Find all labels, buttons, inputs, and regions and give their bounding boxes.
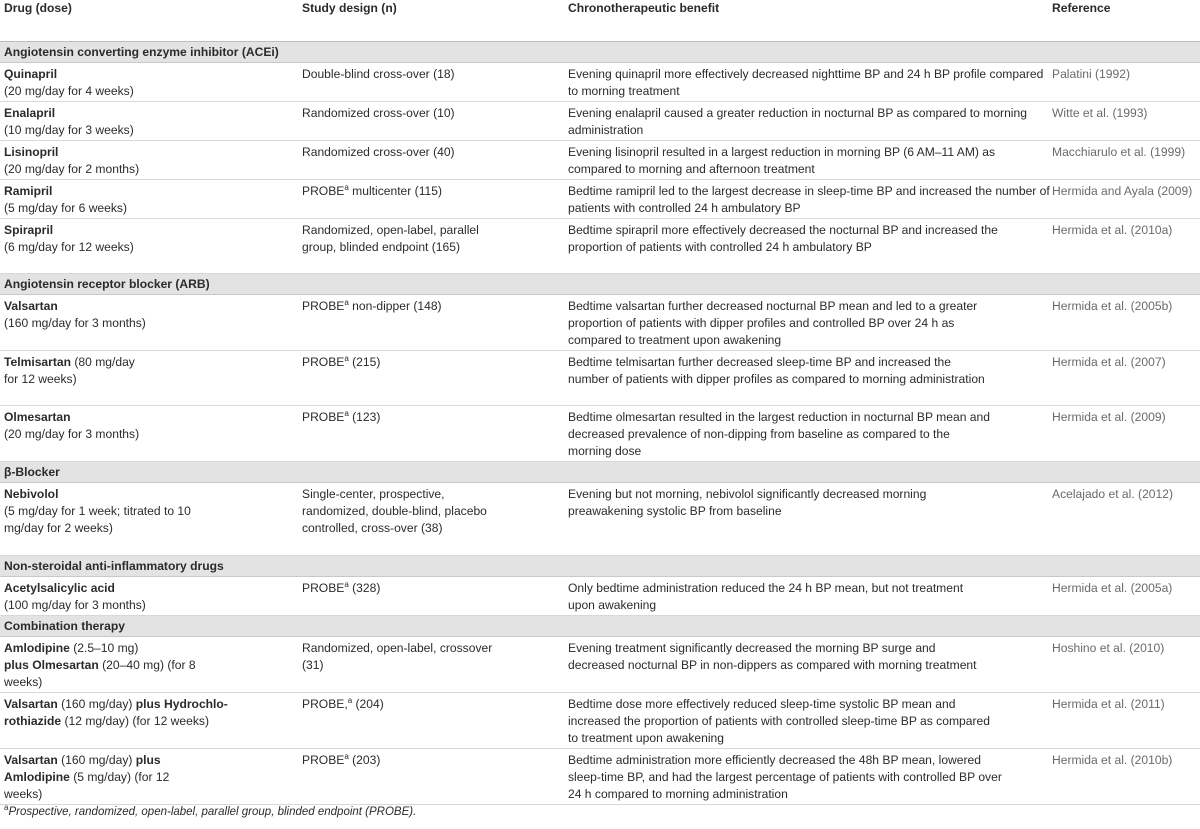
table-footnote (4, 803, 417, 818)
design-cell (302, 179, 568, 218)
footnote-marker: a (344, 182, 349, 192)
reference-cell: Witte et al. (1993) (1052, 101, 1200, 140)
drug-cell (0, 62, 302, 101)
benefit-cell: Bedtime administration more efficiently decreased the 48h BP mean, lowered sleep-time BP, and had the largest percentage of patients with controlled BP over 24 h compared to morning administration (568, 748, 1052, 804)
benefit-cell: Bedtime valsartan further decreased nocturnal BP mean and led to a greater proportion of patients with dipper profiles and controlled BP over 24 h as compared to treatment upon awakening (568, 294, 1052, 350)
table-row (0, 482, 1200, 555)
reference-cell: Hermida et al. (2010b) (1052, 748, 1200, 804)
table-row (0, 576, 1200, 615)
section-row (0, 555, 1200, 576)
header-reference: Reference (1052, 0, 1200, 41)
footnote-marker: a (344, 297, 349, 307)
table-row (0, 294, 1200, 350)
footnote-text: Prospective, randomized, open-label, parallel group, blinded endpoint (PROBE). (8, 806, 417, 818)
reference-cell: Hermida et al. (2011) (1052, 692, 1200, 748)
drug-name: Telmisartan (4, 354, 71, 369)
design-text: (328) (348, 580, 381, 595)
drug-dose: (160 mg/day) (57, 696, 136, 711)
drug-dose: (160 mg/day for 3 months) (4, 315, 146, 330)
reference-cell: Palatini (1992) (1052, 62, 1200, 101)
footnote-marker: a (344, 579, 349, 589)
drug-dose: (20 mg/day for 3 months) (4, 426, 140, 441)
drug-dose: (6 mg/day for 12 weeks) (4, 239, 134, 254)
benefit-cell: Bedtime spirapril more effectively decreased the nocturnal BP and increased the proportion of patients with controlled 24 h ambulatory BP (568, 218, 1052, 273)
drug-dose: (12 mg/day) (for 12 weeks) (61, 713, 209, 728)
design-text: PROBE (302, 354, 345, 369)
drug-cell (0, 576, 302, 615)
drug-name: Spirapril (4, 222, 54, 237)
drug-cell (0, 636, 302, 692)
design-text: PROBE (302, 752, 345, 767)
reference-cell: Hoshino et al. (2010) (1052, 636, 1200, 692)
section-title: Combination therapy (0, 615, 1200, 636)
drug-name: Olmesartan (4, 409, 71, 424)
drug-cell (0, 748, 302, 804)
drug-name: plus Hydrochlo-rothiazide (4, 696, 228, 728)
reference-cell: Hermida et al. (2007) (1052, 350, 1200, 405)
table-row (0, 101, 1200, 140)
footnote-marker: a (4, 803, 9, 813)
drug-dose: (5 mg/day for 1 week; titrated to 10 mg/day for 2 weeks) (4, 503, 191, 535)
table-row (0, 748, 1200, 804)
drug-dose: (160 mg/day) (57, 752, 136, 767)
design-text: (215) (348, 354, 381, 369)
drug-dose: (5 mg/day for 6 weeks) (4, 200, 127, 215)
section-title: Angiotensin receptor blocker (ARB) (0, 273, 1200, 294)
design-cell (302, 692, 568, 748)
benefit-cell: Evening enalapril caused a greater reduction in nocturnal BP as compared to morning administration (568, 101, 1052, 140)
design-cell: Randomized cross-over (10) (302, 101, 568, 140)
header-drug: Drug (dose) (0, 0, 302, 41)
drug-cell (0, 482, 302, 555)
benefit-cell: Evening treatment significantly decreased the morning BP surge and decreased nocturnal BP in non-dippers as compared with morning treatment (568, 636, 1052, 692)
drug-dose: (20 mg/day for 4 weeks) (4, 83, 134, 98)
drug-name: Valsartan (4, 298, 58, 313)
drug-dose: (100 mg/day for 3 months) (4, 597, 146, 612)
reference-cell: Macchiarulo et al. (1999) (1052, 140, 1200, 179)
drug-dose: (20 mg/day for 2 months) (4, 161, 140, 176)
design-cell (302, 350, 568, 405)
drug-name: Lisinopril (4, 144, 59, 159)
drug-cell (0, 140, 302, 179)
reference-cell: Hermida et al. (2005b) (1052, 294, 1200, 350)
section-row (0, 461, 1200, 482)
section-row (0, 41, 1200, 62)
drug-name: Ramipril (4, 183, 53, 198)
table-row (0, 636, 1200, 692)
design-cell: Randomized cross-over (40) (302, 140, 568, 179)
drug-cell (0, 101, 302, 140)
drug-name: Valsartan (4, 696, 58, 711)
design-text: PROBE (302, 580, 345, 595)
drug-name: Quinapril (4, 66, 58, 81)
drug-cell (0, 218, 302, 273)
section-title: Angiotensin converting enzyme inhibitor (ACEi) (0, 41, 1200, 62)
reference-cell: Acelajado et al. (2012) (1052, 482, 1200, 555)
design-cell: Single-center, prospective, randomized, double-blind, placebo controlled, cross-over (38) (302, 482, 568, 555)
reference-cell: Hermida et al. (2010a) (1052, 218, 1200, 273)
drug-name: Acetylsalicylic acid (4, 580, 115, 595)
design-text: (204) (352, 696, 384, 711)
drug-dose: (20–40 mg) (for 8 weeks) (4, 657, 196, 689)
drug-dose: (80 mg/day for 12 weeks) (4, 354, 135, 386)
design-text: PROBE (302, 183, 345, 198)
footnote-marker: a (344, 353, 349, 363)
design-text: PROBE (302, 409, 345, 424)
benefit-cell: Bedtime telmisartan further decreased sleep-time BP and increased the number of patients with dipper profiles as compared to morning administration (568, 350, 1052, 405)
design-text: PROBE, (302, 696, 348, 711)
design-text: (203) (348, 752, 381, 767)
design-cell: Randomized, open-label, parallel group, blinded endpoint (165) (302, 218, 568, 273)
benefit-cell: Bedtime ramipril led to the largest decrease in sleep-time BP and increased the number of patients with controlled 24 h ambulatory BP (568, 179, 1052, 218)
table-row (0, 179, 1200, 218)
table-row (0, 218, 1200, 273)
design-cell (302, 748, 568, 804)
reference-cell: Hermida et al. (2005a) (1052, 576, 1200, 615)
header-design: Study design (n) (302, 0, 568, 41)
table-row (0, 62, 1200, 101)
design-cell (302, 405, 568, 461)
design-cell: Double-blind cross-over (18) (302, 62, 568, 101)
section-row (0, 273, 1200, 294)
footnote-marker: a (344, 751, 349, 761)
design-text: PROBE (302, 298, 345, 313)
design-cell: Randomized, open-label, crossover (31) (302, 636, 568, 692)
drug-name: Enalapril (4, 105, 56, 120)
drug-name: Amlodipine (4, 640, 70, 655)
benefit-cell: Bedtime dose more effectively reduced sleep-time systolic BP mean and increased the proportion of patients with controlled sleep-time BP as compared to treatment upon awakening (568, 692, 1052, 748)
drug-cell (0, 179, 302, 218)
design-text: multicenter (115) (348, 183, 442, 198)
drug-dose: (10 mg/day for 3 weeks) (4, 122, 134, 137)
benefit-cell: Evening quinapril more effectively decreased nighttime BP and 24 h BP profile compared to morning treatment (568, 62, 1052, 101)
header-row (0, 0, 1200, 41)
section-title: Non-steroidal anti-inflammatory drugs (0, 555, 1200, 576)
design-cell (302, 576, 568, 615)
drug-name: plus Olmesartan (4, 657, 99, 672)
reference-cell: Hermida et al. (2009) (1052, 405, 1200, 461)
benefit-cell: Evening lisinopril resulted in a largest reduction in morning BP (6 AM–11 AM) as compared to morning and afternoon treatment (568, 140, 1052, 179)
footnote-marker: a (347, 695, 353, 705)
drug-dose: (2.5–10 mg) (69, 640, 139, 655)
design-text: non-dipper (148) (348, 298, 442, 313)
drug-name: plus Amlodipine (4, 752, 161, 784)
table-row (0, 140, 1200, 179)
drug-cell (0, 405, 302, 461)
footnote-marker: a (344, 408, 349, 418)
benefit-cell: Evening but not morning, nebivolol significantly decreased morning preawakening systolic BP from baseline (568, 482, 1052, 555)
benefit-cell: Only bedtime administration reduced the 24 h BP mean, but not treatment upon awakening (568, 576, 1052, 615)
drug-name: Nebivolol (4, 486, 59, 501)
drug-cell (0, 350, 302, 405)
table-row (0, 405, 1200, 461)
reference-cell: Hermida and Ayala (2009) (1052, 179, 1200, 218)
table-row (0, 692, 1200, 748)
design-text: (123) (348, 409, 381, 424)
section-row (0, 615, 1200, 636)
section-title: β-Blocker (0, 461, 1200, 482)
drug-dose: (5 mg/day) (for 12 weeks) (4, 769, 170, 801)
table-row (0, 350, 1200, 405)
drug-cell (0, 692, 302, 748)
benefit-cell: Bedtime olmesartan resulted in the largest reduction in nocturnal BP mean and decreased prevalence of non-dipping from baseline as compared to the morning dose (568, 405, 1052, 461)
drug-name: Valsartan (4, 752, 58, 767)
design-cell (302, 294, 568, 350)
header-benefit: Chronotherapeutic benefit (568, 0, 1052, 41)
drug-cell (0, 294, 302, 350)
